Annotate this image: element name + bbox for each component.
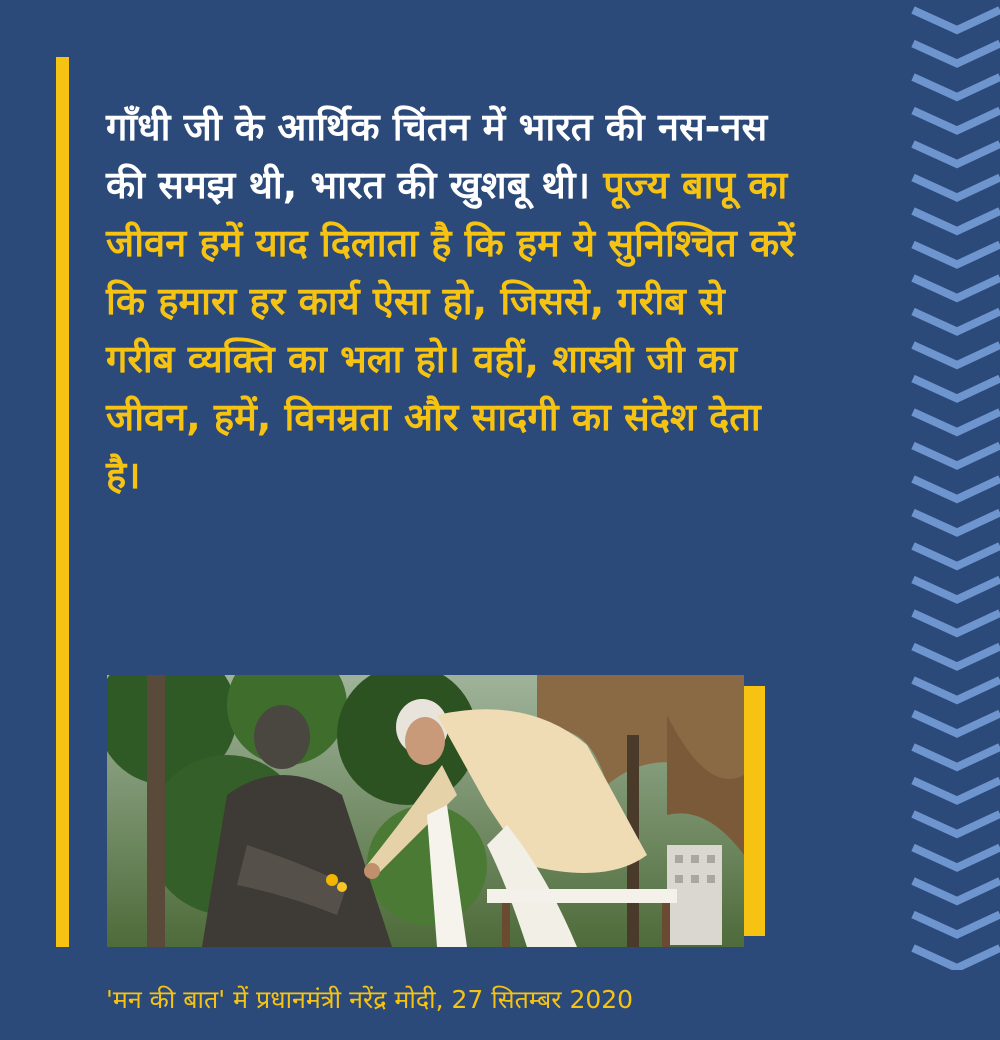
chevron-stripe	[913, 245, 1000, 265]
photo-accent-bar	[744, 686, 765, 936]
chevron-stripe	[913, 345, 1000, 365]
caption: 'मन की बात' में प्रधानमंत्री नरेंद्र मोदी, 27 सितम्बर 2020	[106, 985, 634, 1014]
chevron-stripe	[913, 412, 1000, 432]
chevron-stripe	[913, 848, 1000, 868]
chevron-stripe	[913, 111, 1000, 131]
chevron-stripe	[913, 479, 1000, 499]
chevron-stripe	[913, 781, 1000, 801]
chevron-stripe	[913, 814, 1000, 834]
chevron-stripe	[913, 714, 1000, 734]
chevron-stripe	[913, 881, 1000, 901]
chevron-stripe	[913, 680, 1000, 700]
chevron-stripe	[913, 915, 1000, 935]
chevron-stripe	[913, 77, 1000, 97]
quote-yellow-text: पूज्य बापू का जीवन हमें याद दिलाता है कि हम ये सुनिश्चित करें कि हमारा हर कार्य ऐसा हो, जिससे, गरीब से गरीब व्यक्ति का भला हो। वहीं, शास्त्री जी का जीवन, हमें, विनम्रता और सादगी का संदेश देता है।	[106, 163, 795, 497]
chevron-stripe	[913, 144, 1000, 164]
chevron-stripe	[913, 647, 1000, 667]
quote-text	[106, 98, 806, 504]
chevron-stripe	[913, 44, 1000, 64]
gandhi-statue-photo	[107, 675, 744, 947]
chevron-stripe	[913, 10, 1000, 30]
chevron-stripe	[913, 446, 1000, 466]
quote-white-text: गाँधी जी के आर्थिक चिंतन में भारत की नस-नस की समझ थी, भारत की खुशबू थी।	[106, 105, 768, 207]
photo-illustration	[107, 675, 744, 947]
chevron-stripe	[913, 278, 1000, 298]
chevron-stripe	[913, 513, 1000, 533]
chevron-stripe	[913, 211, 1000, 231]
left-accent-bar	[56, 57, 69, 947]
chevron-stripe	[913, 580, 1000, 600]
chevron-stripe	[913, 379, 1000, 399]
chevron-stripe	[913, 312, 1000, 332]
chevron-stripe	[913, 747, 1000, 767]
chevron-stripe	[913, 948, 1000, 968]
chevron-stripe	[913, 178, 1000, 198]
chevron-stripe	[913, 546, 1000, 566]
chevron-pattern	[905, 0, 1000, 970]
chevron-stripe	[913, 613, 1000, 633]
